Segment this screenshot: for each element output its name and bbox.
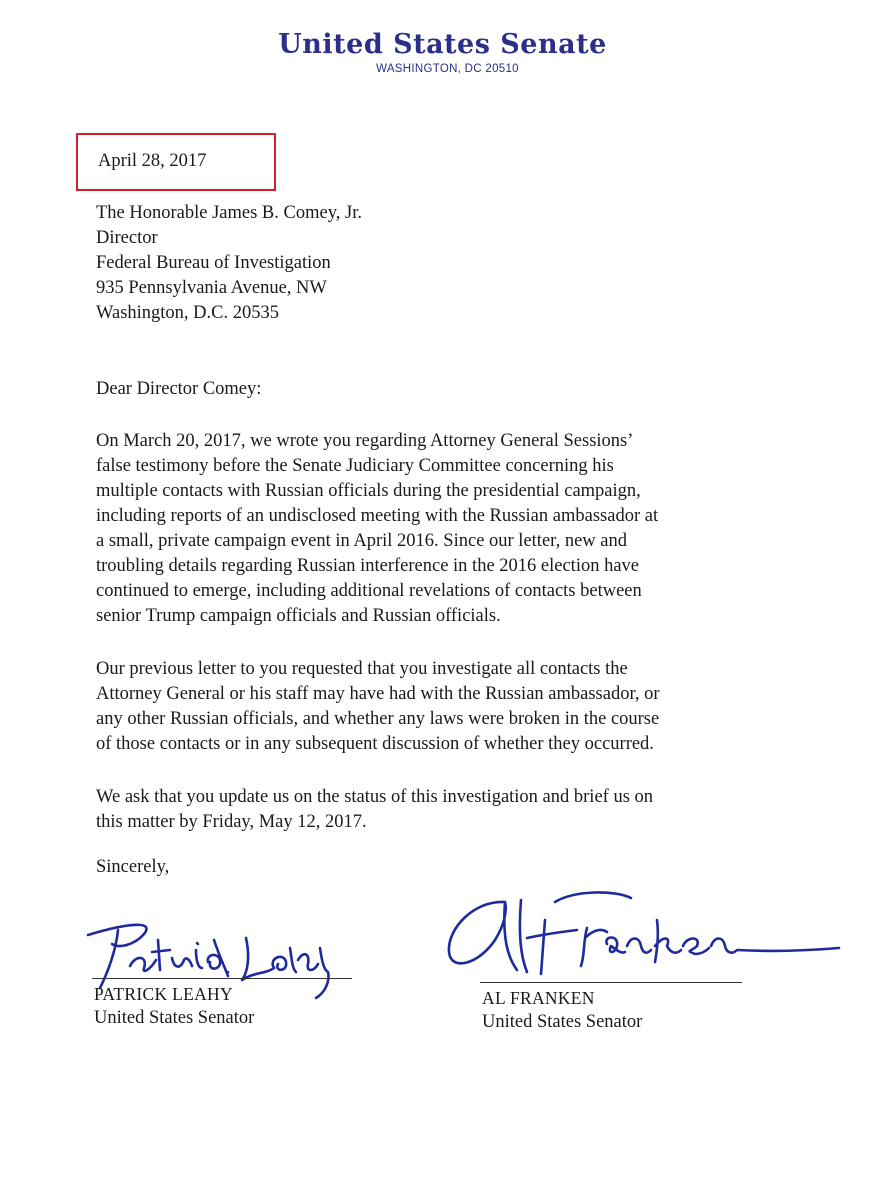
paragraph-line: continued to emerge, including additional revelations of contacts between (96, 581, 642, 601)
recipient-line: The Honorable James B. Comey, Jr. (96, 203, 362, 223)
signature-block (0, 880, 875, 1040)
paragraph-line: multiple contacts with Russian officials during the presidential campaign, (96, 481, 641, 501)
letterhead (0, 28, 875, 76)
recipient-line: Washington, D.C. 20535 (96, 303, 279, 323)
paragraph-line: Attorney General or his staff may have had with the Russian ambassador, or (96, 684, 660, 704)
paragraph-line: senior Trump campaign officials and Russian officials. (96, 606, 501, 626)
paragraph-line: Our previous letter to you requested that you investigate all contacts the (96, 659, 628, 679)
leahy-signature-line (92, 978, 352, 979)
letter-date: April 28, 2017 (98, 151, 207, 171)
body-paragraph (96, 657, 756, 757)
salutation: Dear Director Comey: (96, 379, 262, 399)
paragraph-line: any other Russian officials, and whether any laws were broken in the course (96, 709, 660, 729)
paragraph-line: of those contacts or in any subsequent discussion of whether they occurred. (96, 734, 654, 754)
letterhead-address: WASHINGTON, DC 20510 (376, 63, 519, 75)
signer-title: United States Senator (94, 1008, 255, 1028)
body-paragraph (96, 429, 756, 629)
paragraph-line: including reports of an undisclosed meeting with the Russian ambassador at (96, 506, 659, 526)
signer-title: United States Senator (482, 1012, 643, 1032)
signer-franken (482, 986, 642, 1034)
paragraph-line: a small, private campaign event in April 2016. Since our letter, new and (96, 531, 627, 551)
paragraph-line: this matter by Friday, May 12, 2017. (96, 812, 367, 832)
paragraph-line: troubling details regarding Russian interference in the 2016 election have (96, 556, 640, 576)
closing: Sincerely, (96, 857, 170, 877)
paragraph-line: We ask that you update us on the status of this investigation and brief us on (96, 787, 654, 807)
recipient-line: 935 Pennsylvania Avenue, NW (96, 278, 327, 298)
signer-leahy (94, 982, 254, 1030)
franken-signature (435, 880, 845, 990)
paragraph-line: false testimony before the Senate Judiciary Committee concerning his (96, 456, 614, 476)
franken-signature-line (480, 982, 742, 983)
recipient-line: Federal Bureau of Investigation (96, 253, 331, 273)
paragraph-line: On March 20, 2017, we wrote you regarding Attorney General Sessions’ (96, 431, 634, 451)
recipient-line: Director (96, 228, 158, 248)
signer-name: PATRICK LEAHY (94, 984, 233, 1004)
letterhead-title: United States Senate (278, 29, 607, 60)
recipient-address (96, 201, 362, 326)
signer-name: AL FRANKEN (482, 988, 595, 1008)
body-paragraph (96, 785, 756, 835)
